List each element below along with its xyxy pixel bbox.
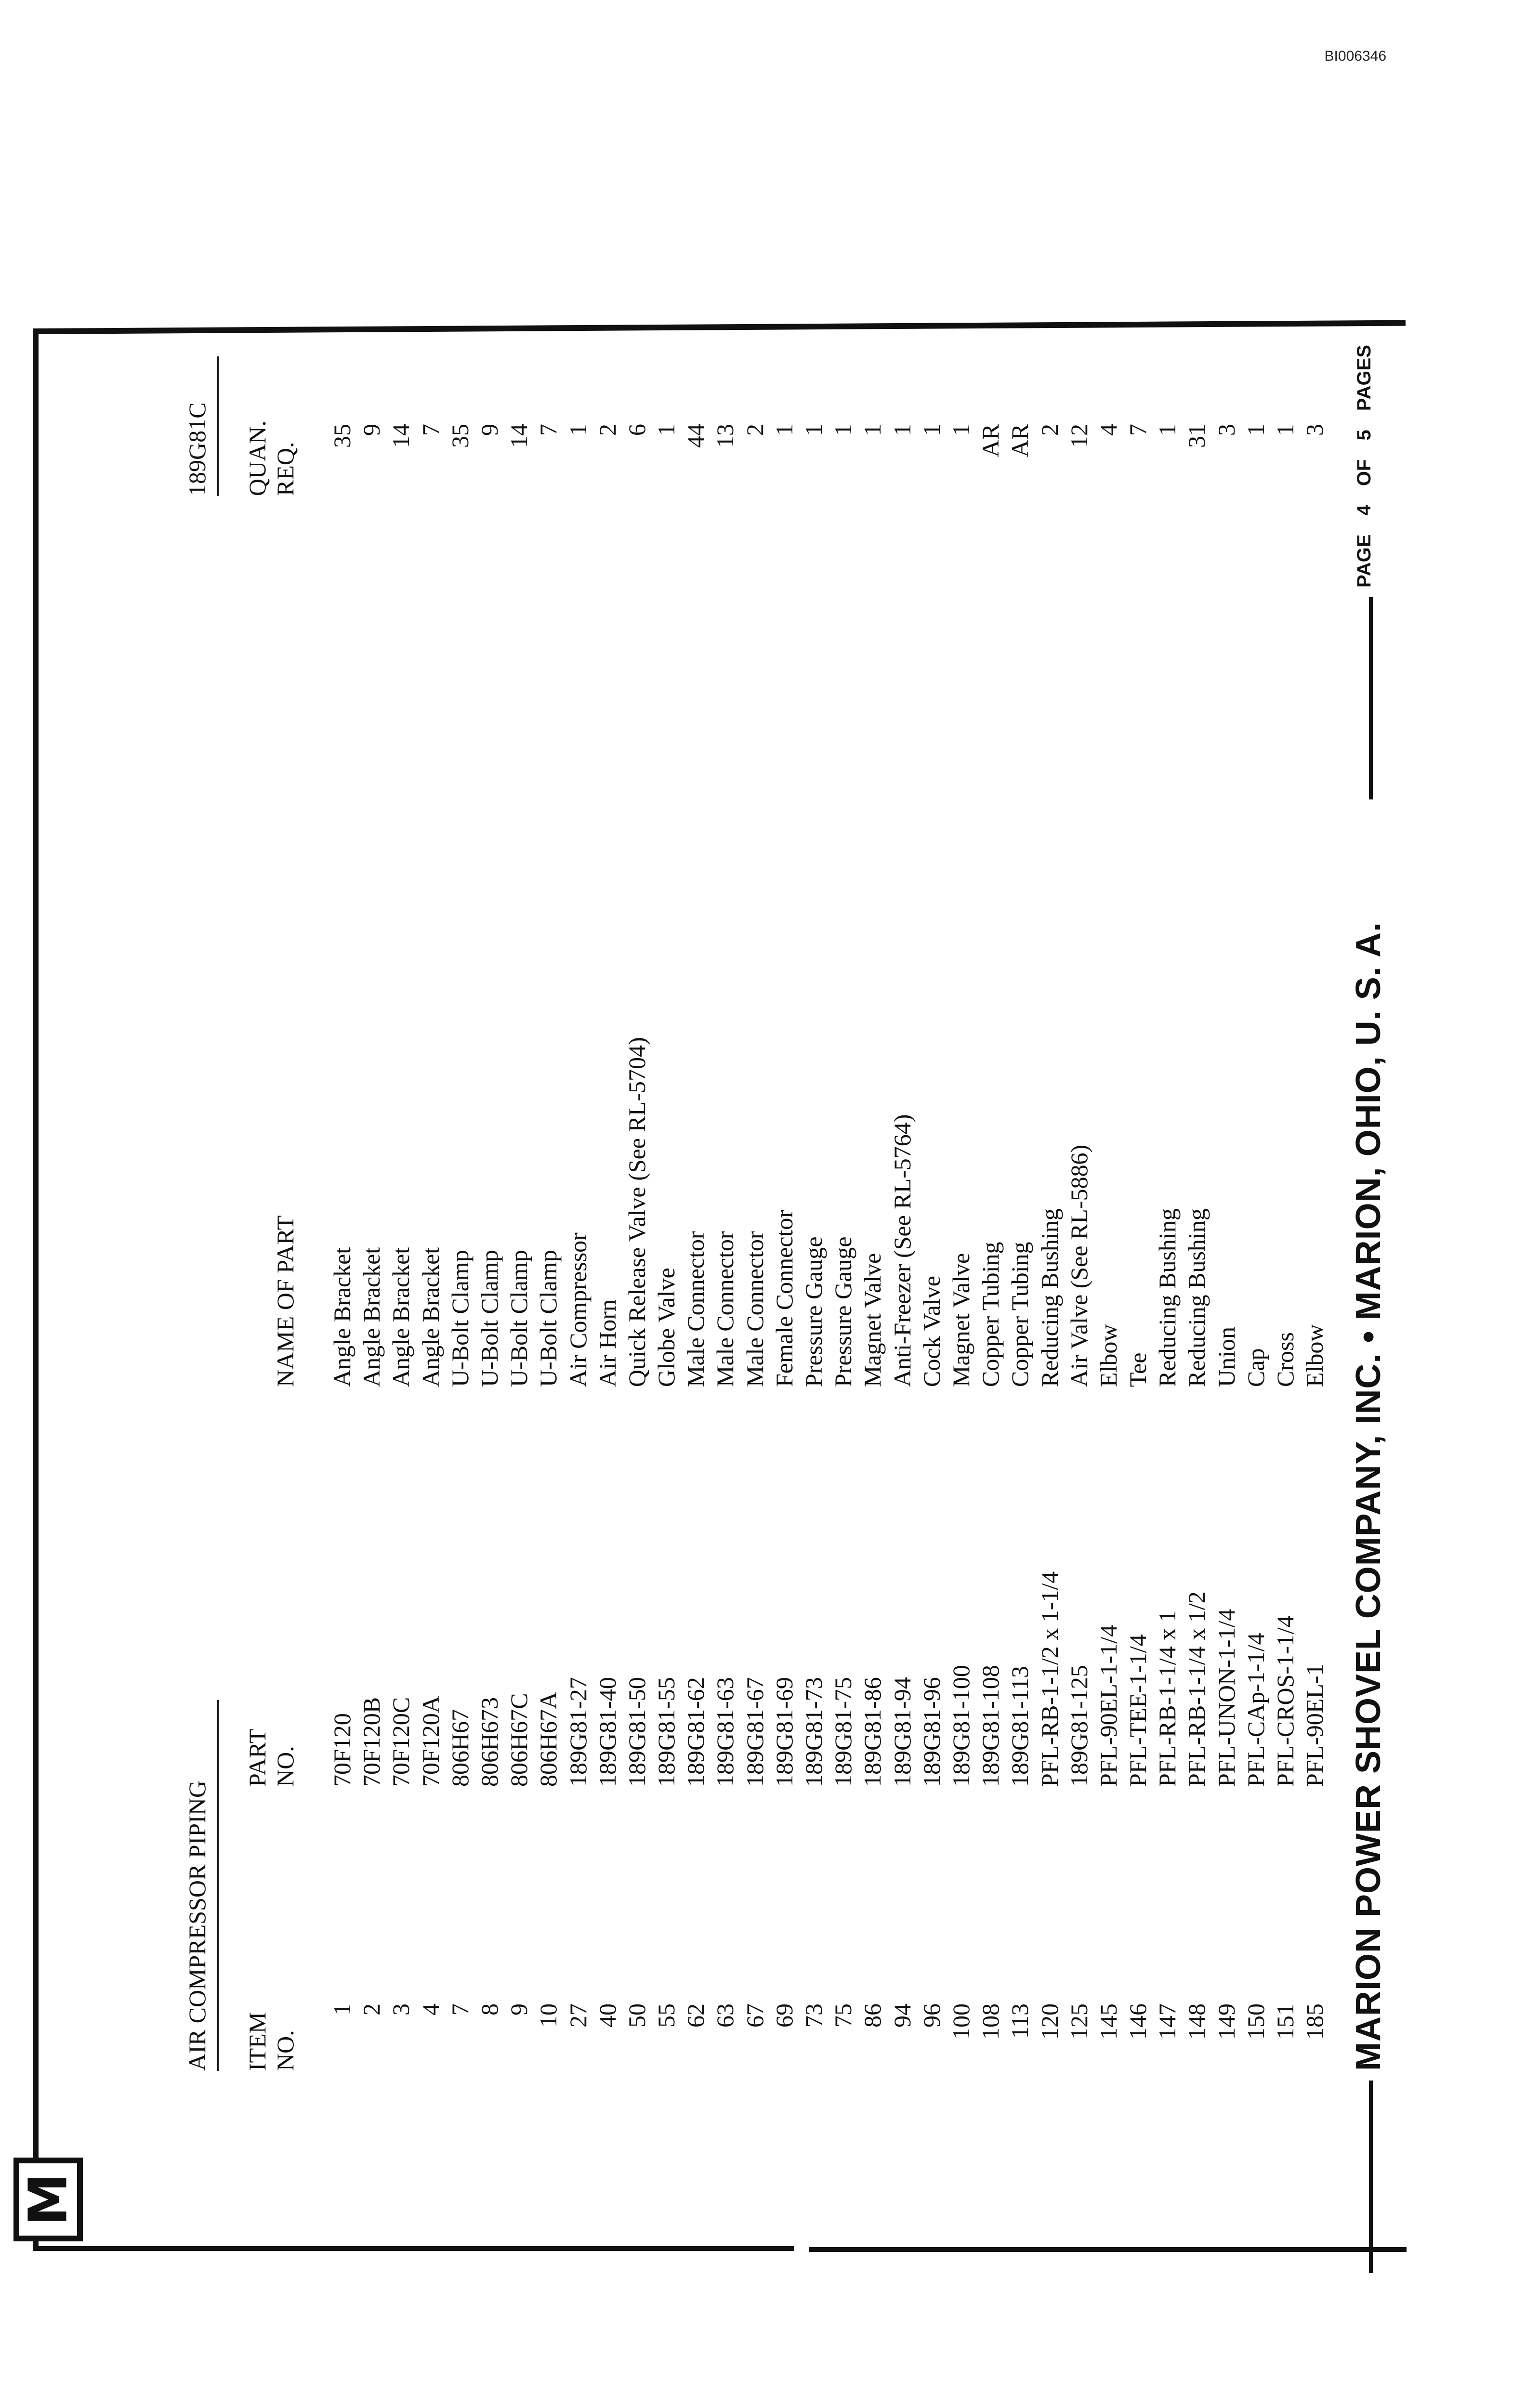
item-no-cell: 75 <box>829 2003 857 2028</box>
part-no-cell: PFL-UNON-1-1/4 <box>1212 1609 1240 1787</box>
table-row <box>564 337 593 2071</box>
page-indicator <box>1354 331 1375 588</box>
part-name-cell: Cock Valve <box>918 1276 945 1387</box>
quantity-cell: 13 <box>711 424 739 448</box>
column-header-item-no <box>243 2012 299 2071</box>
part-name-cell: U-Bolt Clamp <box>505 1250 533 1387</box>
item-no-cell: 9 <box>505 2003 533 2015</box>
item-no-cell: 10 <box>535 2003 562 2028</box>
quantity-cell: 1 <box>1154 424 1181 436</box>
item-no-cell: 62 <box>682 2003 710 2028</box>
part-no-cell: 189G81-50 <box>623 1677 650 1787</box>
quantity-cell: AR <box>977 424 1004 458</box>
quantity-cell: 35 <box>446 424 474 448</box>
part-no-cell: PFL-CROS-1-1/4 <box>1272 1615 1299 1787</box>
part-no-cell: 189G81-67 <box>741 1677 768 1787</box>
item-no-cell: 2 <box>358 2003 385 2015</box>
frame-bottom-border-right <box>809 2247 1407 2252</box>
item-no-cell: 108 <box>977 2003 1004 2040</box>
quantity-cell: 1 <box>564 424 592 436</box>
item-no-cell: 113 <box>1006 2003 1034 2039</box>
part-name-cell: Air Valve (See RL-5886) <box>1065 1144 1092 1387</box>
table-row <box>1300 337 1329 2071</box>
quantity-cell: 1 <box>859 424 886 436</box>
quantity-cell: 31 <box>1183 424 1210 448</box>
table-row <box>386 337 416 2071</box>
document-number: 189G81C <box>184 402 210 496</box>
quantity-cell: 2 <box>593 424 621 436</box>
part-name-cell: Cross <box>1272 1332 1299 1387</box>
item-no-cell: 40 <box>593 2003 621 2028</box>
table-row <box>446 337 475 2071</box>
part-no-cell: 189G81-73 <box>800 1677 827 1787</box>
table-row <box>1153 337 1182 2071</box>
part-name-cell: Male Connector <box>711 1231 739 1387</box>
part-name-cell: Elbow <box>1094 1324 1122 1387</box>
item-no-cell: 151 <box>1272 2003 1299 2040</box>
table-row <box>1212 337 1241 2071</box>
item-no-cell: 67 <box>741 2003 768 2028</box>
table-row <box>829 337 858 2071</box>
table-row <box>1035 337 1065 2071</box>
quantity-cell: 3 <box>1212 424 1240 436</box>
of-word: OF <box>1354 459 1375 486</box>
part-no-cell: PFL-TEE-1-1/4 <box>1124 1634 1152 1787</box>
quantity-cell: 4 <box>1094 424 1122 436</box>
item-no-cell: 69 <box>770 2003 798 2028</box>
table-row <box>475 337 504 2071</box>
part-no-cell: PFL-90EL-1-1/4 <box>1094 1624 1122 1787</box>
part-name-cell: Male Connector <box>741 1231 768 1387</box>
table-row <box>1005 337 1035 2071</box>
quantity-cell: 7 <box>1124 424 1152 436</box>
part-name-cell: U-Bolt Clamp <box>446 1250 474 1387</box>
part-name-cell: Male Connector <box>682 1231 710 1387</box>
part-name-cell: U-Bolt Clamp <box>475 1250 503 1387</box>
quantity-cell: 1 <box>947 424 974 436</box>
part-name-cell: Anti-Freezer (See RL-5764) <box>888 1114 916 1387</box>
quantity-cell: 2 <box>1036 424 1063 436</box>
quantity-cell: 1 <box>829 424 857 436</box>
document-number-underline <box>217 356 219 496</box>
item-no-cell: 125 <box>1065 2003 1092 2040</box>
header-part-line2: NO. <box>272 1746 299 1787</box>
part-no-cell: 189G81-125 <box>1065 1665 1092 1787</box>
item-no-cell: 7 <box>446 2003 474 2015</box>
part-name-cell: Air Compressor <box>564 1232 592 1387</box>
table-row <box>917 337 947 2071</box>
item-no-cell: 100 <box>947 2003 974 2040</box>
item-no-cell: 4 <box>417 2003 444 2015</box>
item-no-cell: 55 <box>653 2003 680 2028</box>
item-no-cell: 27 <box>564 2003 592 2028</box>
parts-table <box>328 337 1329 2071</box>
footer-rule-left <box>1369 2081 1373 2273</box>
part-no-cell: 806H67 <box>446 1709 474 1787</box>
quantity-cell: 1 <box>918 424 945 436</box>
part-name-cell: Pressure Gauge <box>829 1236 857 1387</box>
item-no-cell: 145 <box>1094 2003 1122 2040</box>
header-qty-line2: REQ. <box>272 442 299 496</box>
part-no-cell: 189G81-27 <box>564 1677 592 1787</box>
page-number: 4 <box>1354 505 1375 516</box>
quantity-cell: 2 <box>741 424 768 436</box>
header-qty-line1: QUAN. <box>244 420 271 496</box>
table-row <box>710 337 740 2071</box>
part-name-cell: Angle Bracket <box>417 1247 444 1387</box>
table-row <box>947 337 976 2071</box>
item-no-cell: 3 <box>387 2003 415 2015</box>
table-row <box>799 337 829 2071</box>
quantity-cell: 3 <box>1301 424 1329 436</box>
part-name-cell: Angle Bracket <box>329 1247 355 1387</box>
quantity-cell: 1 <box>1272 424 1299 436</box>
table-row <box>888 337 917 2071</box>
table-row <box>1123 337 1153 2071</box>
quantity-cell: 1 <box>770 424 798 436</box>
quantity-cell: 14 <box>387 424 415 448</box>
header-part-line1: PART <box>244 1728 271 1787</box>
part-no-cell: PFL-RB-1-1/4 x 1 <box>1154 1610 1181 1787</box>
table-row <box>534 337 563 2071</box>
part-name-cell: Elbow <box>1301 1324 1329 1387</box>
table-row <box>858 337 887 2071</box>
part-name-cell: Copper Tubing <box>977 1242 1004 1387</box>
pages-word: PAGES <box>1354 344 1375 411</box>
table-row <box>504 337 534 2071</box>
part-name-cell: Quick Release Valve (See RL-5704) <box>623 1037 650 1387</box>
logo-letter: M <box>17 2173 79 2226</box>
part-name-cell: Female Connector <box>770 1210 798 1387</box>
part-no-cell: 189G81-108 <box>977 1665 1004 1787</box>
quantity-cell: 12 <box>1065 424 1092 448</box>
column-header-part-no <box>243 1729 299 1787</box>
header-item-line2: NO. <box>272 2030 299 2071</box>
quantity-cell: 9 <box>475 424 503 436</box>
table-row <box>976 337 1005 2071</box>
table-row <box>416 337 446 2071</box>
part-no-cell: 70F120 <box>329 1713 355 1787</box>
part-name-cell: Pressure Gauge <box>800 1236 827 1387</box>
part-no-cell: PFL-RB-1-1/4 x 1/2 <box>1183 1591 1210 1787</box>
quantity-cell: 1 <box>888 424 916 436</box>
table-row <box>740 337 770 2071</box>
part-name-cell: Copper Tubing <box>1006 1242 1034 1387</box>
page-word: PAGE <box>1354 534 1375 588</box>
part-no-cell: 189G81-63 <box>711 1677 739 1787</box>
part-no-cell: 806H67C <box>505 1693 533 1787</box>
item-no-cell: 147 <box>1154 2003 1181 2040</box>
item-no-cell: 8 <box>475 2003 503 2015</box>
table-row <box>1271 337 1300 2071</box>
item-no-cell: 50 <box>623 2003 650 2028</box>
quantity-cell: 14 <box>505 424 533 448</box>
part-no-cell: 189G81-62 <box>682 1677 710 1787</box>
item-no-cell: 149 <box>1212 2003 1240 2040</box>
table-row <box>622 337 652 2071</box>
part-name-cell: Angle Bracket <box>387 1247 415 1387</box>
part-name-cell: Union <box>1212 1327 1240 1387</box>
part-name-cell: Angle Bracket <box>358 1247 385 1387</box>
part-no-cell: 189G81-69 <box>770 1677 798 1787</box>
part-name-cell: Reducing Bushing <box>1154 1208 1181 1387</box>
quantity-cell: AR <box>1006 424 1034 458</box>
part-no-cell: 189G81-100 <box>947 1665 974 1787</box>
item-no-cell: 148 <box>1183 2003 1210 2040</box>
part-name-cell: Reducing Bushing <box>1183 1208 1210 1387</box>
part-no-cell: PFL-90EL-1 <box>1301 1663 1329 1787</box>
frame-bottom-border <box>33 2246 794 2251</box>
part-no-cell: PFL-RB-1-1/2 x 1-1/4 <box>1036 1571 1063 1787</box>
part-no-cell: 70F120B <box>358 1697 385 1787</box>
quantity-cell: 1 <box>800 424 827 436</box>
part-name-cell: U-Bolt Clamp <box>535 1250 562 1387</box>
item-no-cell: 94 <box>888 2003 916 2028</box>
part-name-cell: Cap <box>1242 1348 1269 1387</box>
total-pages: 5 <box>1354 430 1375 441</box>
item-no-cell: 146 <box>1124 2003 1152 2040</box>
item-no-cell: 1 <box>329 2003 355 2015</box>
part-name-cell: Tee <box>1124 1352 1152 1387</box>
part-no-cell: 189G81-86 <box>859 1677 886 1787</box>
quantity-cell: 1 <box>653 424 680 436</box>
title-underline <box>217 1700 219 2071</box>
part-name-cell: Reducing Bushing <box>1036 1208 1063 1387</box>
company-footer: MARION POWER SHOVEL COMPANY, INC. • MARION, OHIO, U. S. A. <box>1349 921 1388 2071</box>
item-no-cell: 185 <box>1301 2003 1329 2040</box>
table-row <box>328 337 357 2071</box>
item-no-cell: 96 <box>918 2003 945 2028</box>
column-header-quantity <box>243 420 299 496</box>
table-row <box>1182 337 1211 2071</box>
item-no-cell: 120 <box>1036 2003 1063 2040</box>
part-no-cell: 189G81-94 <box>888 1677 916 1787</box>
parts-list-sheet <box>183 337 1435 2071</box>
quantity-cell: 35 <box>329 424 355 448</box>
table-row <box>1241 337 1271 2071</box>
item-no-cell: 73 <box>800 2003 827 2028</box>
part-no-cell: 189G81-96 <box>918 1677 945 1787</box>
part-no-cell: 70F120A <box>417 1696 444 1787</box>
part-no-cell: 189G81-40 <box>593 1677 621 1787</box>
quantity-cell: 7 <box>535 424 562 436</box>
table-row <box>770 337 799 2071</box>
part-no-cell: 806H67A <box>535 1691 562 1787</box>
part-no-cell: PFL-CAp-1-1/4 <box>1242 1633 1269 1787</box>
header-item-line1: ITEM <box>244 2012 271 2071</box>
item-no-cell: 150 <box>1242 2003 1269 2040</box>
part-no-cell: 806H673 <box>475 1697 503 1787</box>
quantity-cell: 6 <box>623 424 650 436</box>
table-row <box>593 337 622 2071</box>
part-name-cell: Globe Valve <box>653 1268 680 1387</box>
part-name-cell: Magnet Valve <box>859 1253 886 1387</box>
part-name-cell: Magnet Valve <box>947 1253 974 1387</box>
part-no-cell: 189G81-113 <box>1006 1666 1034 1787</box>
quantity-cell: 1 <box>1242 424 1269 436</box>
table-row <box>681 337 710 2071</box>
document-id: BI006346 <box>1324 48 1386 64</box>
quantity-cell: 9 <box>358 424 385 436</box>
part-no-cell: 189G81-55 <box>653 1677 680 1787</box>
frame-top-border <box>33 320 1406 334</box>
item-no-cell: 86 <box>859 2003 886 2028</box>
frame-left-border <box>33 328 39 2250</box>
table-row <box>652 337 681 2071</box>
table-row <box>1065 337 1094 2071</box>
item-no-cell: 63 <box>711 2003 739 2028</box>
part-no-cell: 189G81-75 <box>829 1677 857 1787</box>
table-row <box>1094 337 1123 2071</box>
part-no-cell: 70F120C <box>387 1697 415 1787</box>
part-name-cell: Air Horn <box>593 1299 621 1387</box>
quantity-cell: 7 <box>417 424 444 436</box>
footer-rule-right <box>1369 597 1373 799</box>
quantity-cell: 44 <box>682 424 710 448</box>
column-header-name-of-part: NAME OF PART <box>272 1215 299 1387</box>
table-row <box>357 337 386 2071</box>
document-title: AIR COMPRESSOR PIPING <box>184 1780 210 2071</box>
company-logo <box>13 2158 83 2241</box>
